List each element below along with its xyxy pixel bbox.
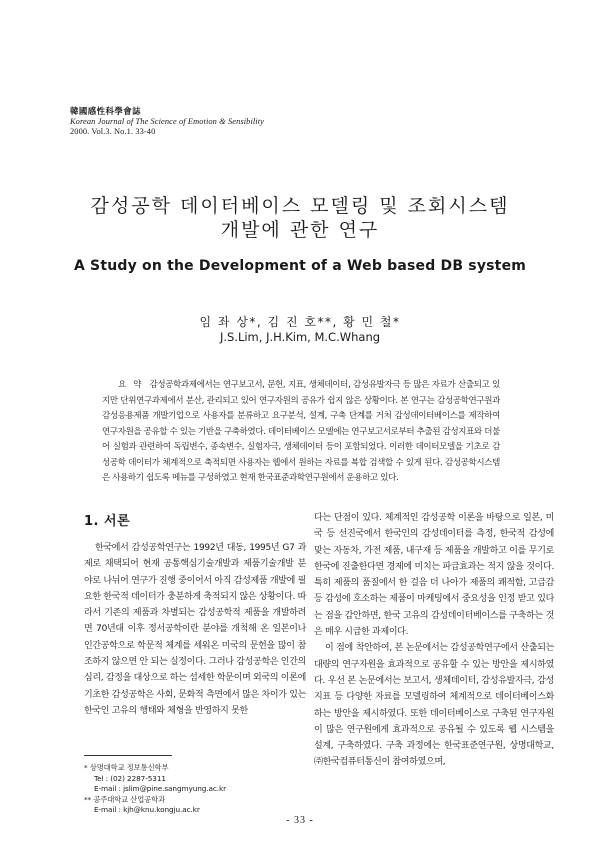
footnote-affiliation-2: ** 공주대학교 산업공학과 <box>84 794 166 804</box>
journal-name-en: Korean Journal of The Science of Emotion & Sensibility <box>70 116 264 126</box>
title-kr-line1: 감성공학 데이터베이스 모델링 및 조회시스템 <box>90 195 510 217</box>
footnote-divider <box>84 755 172 756</box>
abstract <box>102 378 500 487</box>
intro-right-paragraph-2: 이 점에 착안하여, 본 논문에서는 감성공학연구에서 산출되는 대량의 연구자원을 효과적으로 공유할 수 있는 방안을 제시하였다. 우선 본 논문에서는 보고서, 생체데이터, 감성유발자극, 감성지표 등 다양한 자료를 모델링하여 체계적으로 데이터베이스화하는 방안을 제시하였다. 또한 데이터베이스로 구축된 연구자원이 많은 연구원에게 효과적으로 공유될 수 있도록 웹 시스템을 설계, 구축하였다. 구축 과정에는 한국표준연구원, 상명대학교, ㈜한국컴퓨터통신이 참여하였으며, <box>314 643 554 768</box>
authors-en: J.S.Lim, J.H.Kim, M.C.Whang <box>219 330 381 344</box>
paper-title-en: A Study on the Development of a Web based DB system <box>73 258 527 274</box>
authors-kr: 임 좌 상*, 김 진 호**, 황 민 철* <box>199 315 401 329</box>
section-heading: 1. 서론 <box>84 514 131 529</box>
footnote-email-2: E-mail : kjh@knu.kongju.ac.kr <box>94 805 200 814</box>
footnotes <box>84 763 226 816</box>
page-number: - 33 - <box>286 815 314 826</box>
abstract-text: 감성공학과제에서는 연구보고서, 문헌, 지표, 생체데이터, 감성유발자극 등 많은 자료가 산출되고 있지만 단위연구과제에서 분산, 관리되고 있어 연구자원의 공유가 쉽지 않은 상황이다. 본 연구는 감성공학연구원과 감성응용제품 개발기업으로 사용자를 분류하고 요구분석, 설계, 구축 단계를 거처 감성데이터베이스를 제작하여 연구자원을 공유할 수 있는 기반을 구축하였다. 데이터베이스 모델에는 연구보고서로부터 추출된 감성지표와 더불어 실험과 관련하여 독립변수, 종속변수, 실험자극, 생체데이터 등이 포함되었다. 이러한 데이터모델을 기초로 감성공학 데이터가 체계적으로 축적되면 사용자는 웹에서 원하는 자료를 복합 검색할 수 있게 된다. 감성공학시스템은 사용하기 쉽도록 메뉴를 구성하였고 현재 한국표준과학연구원에서 운용하고 있다. <box>102 380 501 483</box>
intro-column-left <box>84 540 306 719</box>
footnote-tel-1: Tel : (02) 2287-5311 <box>94 773 166 783</box>
journal-name-kr: 韓國感性科學會誌 <box>70 106 141 116</box>
intro-right-paragraph-1: 다는 단점이 있다. 체계적인 감성공학 이론을 바탕으로 일본, 미국 등 선진국에서 한국인의 감성데이터를 측정, 한국적 감성에 맞는 자동차, 가전 제품, 내구재 등 제품을 개발하고 이를 무기로 한국에 진출한다면 경제에 미치는 파급효과는 적지 않을 것이다. 특히 제품의 품질에서 한 걸음 더 나아가 제품의 쾌적함, 고급감 등 감성에 호소하는 제품이 마케팅에서 중요성을 인정 받고 있다는 점을 감안하면, 한국 고유의 감성데이터베이스를 구축하는 것은 매우 시급한 과제이다. <box>314 513 554 638</box>
intro-column-right <box>314 510 554 771</box>
paper-title-kr <box>0 194 600 242</box>
title-kr-line2: 개발에 관한 연구 <box>220 219 380 241</box>
journal-volume: 2000. Vol.3. No.1. 33-40 <box>70 127 156 137</box>
journal-header <box>70 106 264 138</box>
abstract-label: 요 약 <box>118 380 144 390</box>
footnote-email-1: E-mail : jslim@pine.sangmyung.ac.kr <box>94 784 227 793</box>
intro-left-text: 한국에서 감성공학연구는 1992년 대동, 1995년 G7 과제로 채택되어 현재 공통핵심기술개발과 제품기술개발 분야로 나뉘어 연구가 진행 중이어서 아직 감성제품 개발에 필요한 한국적 데이터가 충분하게 축적되지 않은 상황이다. 따라서 기존의 제품과 차별되는 감성공학적 제품을 개발하려면 70년대 이후 정서공학이란 분야를 개척해 온 일본이나 인간공학으로 학문적 체계를 세워온 미국의 문헌을 많이 참조하지 않으면 안 되는 실정이다. 그러나 감성공학은 인간의 심리, 감정을 대상으로 하는 섬세한 학문이며 외국의 이론에 기초한 감성공학은 사회, 문화적 측면에서 많은 차이가 있는 한국인 고유의 행태와 체형을 반영하지 못한 <box>84 543 306 716</box>
footnote-affiliation-1: * 상명대학교 정보통신학부 <box>84 763 169 772</box>
